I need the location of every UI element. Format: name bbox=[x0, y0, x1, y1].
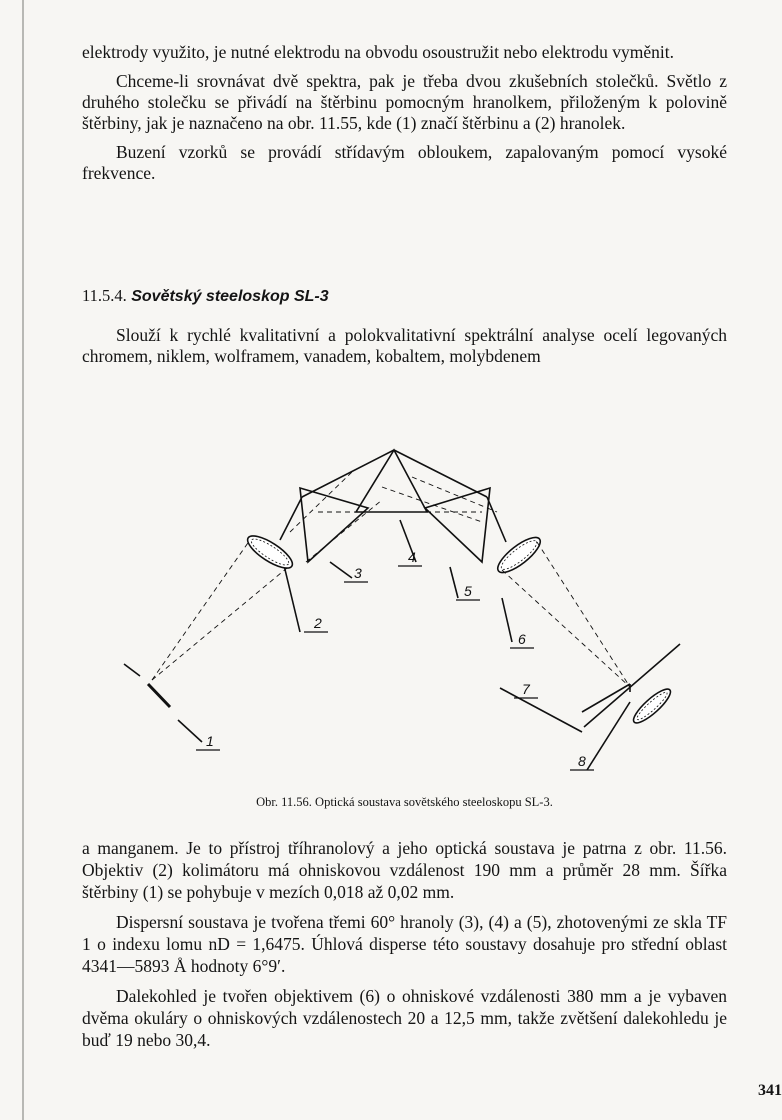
paragraph-continuation: elektrody využito, je nutné elektrodu na obvodu osoustružit nebo elektrodu vyměnit. bbox=[82, 42, 674, 62]
figure-caption: Obr. 11.56. Optická soustava sovětského steeloskopu SL-3. bbox=[256, 795, 553, 809]
paragraph-comparison: Chceme-li srovnávat dvě spektra, pak je třeba dvou zkušebních stolečků. Světlo z druhého stolečku se přivádí na štěrbinu pomocným hranolkem, přiloženým k polovině štěrbiny, jak je naznačeno na obr. 11.55, kde (1) značí štěrbinu a (2) hranolek. bbox=[82, 71, 727, 133]
label-6: 6 bbox=[518, 631, 526, 647]
telescope-objective-6 bbox=[493, 532, 545, 578]
paragraph-description: a manganem. Je to přístroj tříhranolový a jeho optická soustava je patrna z obr. 11.56. Objektiv (2) kolimátoru má ohniskovou vzdálenost 190 mm a průměr 28 mm. Šířka štěrbiny (1) se pohybuje v mezích 0,018 až 0,02 mm. bbox=[82, 838, 727, 902]
top-text-block bbox=[82, 42, 727, 184]
slit-upper-jaw bbox=[124, 664, 140, 676]
slit-lower-jaw bbox=[148, 684, 170, 707]
diagram-labels bbox=[196, 549, 594, 770]
prism-4 bbox=[356, 450, 427, 512]
eyepiece-plate bbox=[584, 644, 680, 727]
page-number: 341 bbox=[758, 1082, 782, 1099]
collimator-lens-2 bbox=[243, 530, 296, 573]
label-7: 7 bbox=[522, 681, 530, 697]
prism-5 bbox=[425, 488, 490, 562]
label-4: 4 bbox=[408, 549, 416, 565]
optical-diagram-svg bbox=[82, 402, 727, 782]
label-2: 2 bbox=[314, 615, 322, 631]
paragraph-excitation: Buzení vzorků se provádí střídavým obloukem, zapalovaným pomocí vysoké frekvence. bbox=[82, 142, 727, 183]
prism-3 bbox=[300, 488, 368, 562]
diagram-solid-lines bbox=[124, 450, 680, 770]
paragraph-intro: Slouží k rychlé kvalitativní a polokvalitativní spektrální analyse ocelí legovaných chromem, niklem, wolframem, vanadem, kobaltem, molybdenem bbox=[82, 325, 727, 366]
paragraph-dispersion: Dispersní soustava je tvořena třemi 60° hranoly (3), (4) a (5), zhotovenými ze skla TF 1 o indexu lomu nD = 1,6475. Úhlová disperse této soustavy dosahuje pro střední oblast 4341—5893 Å hodnoty 6°9′. bbox=[82, 912, 727, 976]
book-page bbox=[82, 42, 782, 1099]
label-1: 1 bbox=[206, 733, 214, 749]
section-number: 11.5.4. bbox=[82, 286, 127, 305]
eyepiece-lens-7 bbox=[629, 685, 674, 728]
label-3: 3 bbox=[354, 565, 362, 581]
optical-diagram bbox=[82, 402, 727, 782]
section-title: Sovětský steeloskop SL-3 bbox=[131, 288, 329, 305]
page-binding-edge bbox=[22, 0, 24, 1120]
section-heading bbox=[82, 286, 329, 306]
bottom-text-block bbox=[82, 837, 727, 1051]
label-5: 5 bbox=[464, 583, 472, 599]
diagram-dashed-beams bbox=[152, 472, 630, 687]
paragraph-telescope: Dalekohled je tvořen objektivem (6) o ohniskové vzdálenosti 380 mm a je vybaven dvěma okuláry o ohniskových vzdálenostech 20 a 12,5 mm, takže zvětšení dalekohledu je buď 19 nebo 30,4. bbox=[82, 986, 727, 1050]
label-8: 8 bbox=[578, 753, 586, 769]
